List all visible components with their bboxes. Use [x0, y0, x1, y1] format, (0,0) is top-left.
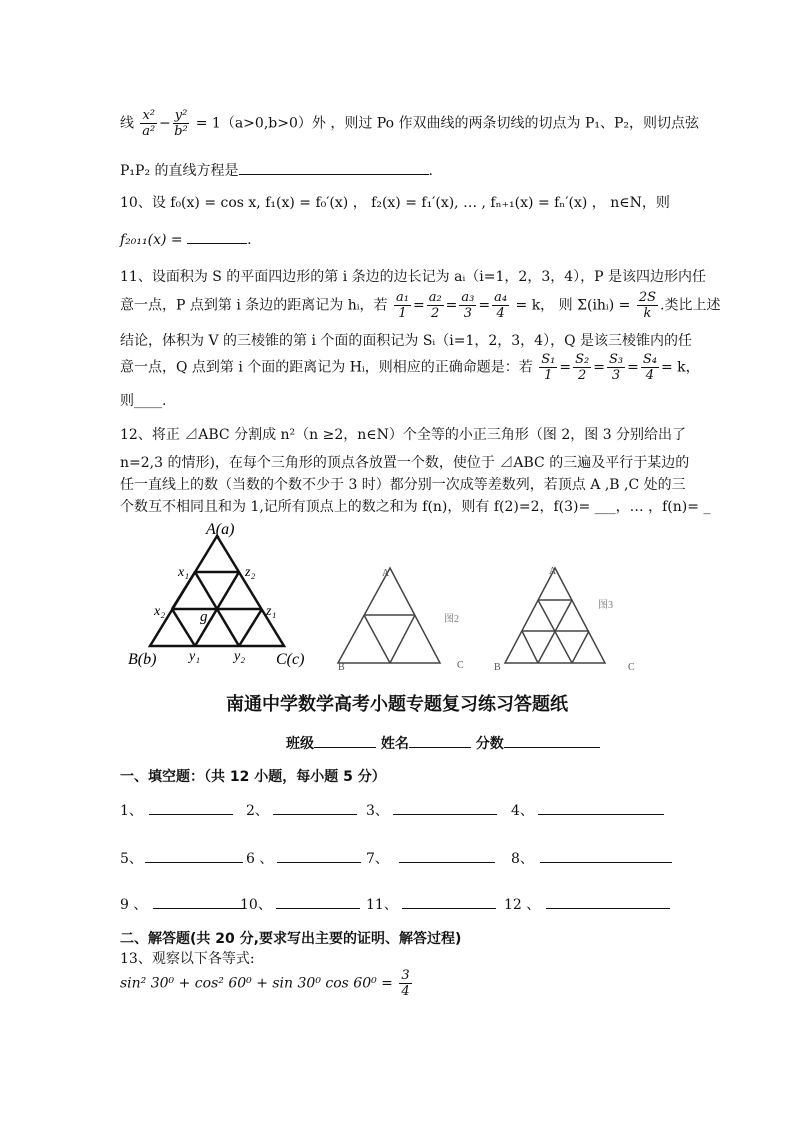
answer-11: 11、: [366, 894, 496, 914]
figure3-caption: 图3: [598, 600, 613, 611]
svg-text:B: B: [338, 662, 345, 673]
q9-eq-tail: = 1（a>0,b>0）外 ，则过 Po 作双曲线的两条切线的切点为 P₁、P₂，则切点弦: [195, 115, 700, 132]
q10-answer-blank[interactable]: [187, 243, 247, 244]
answer-4: 4、: [511, 800, 664, 820]
q11-line4: 意一点，Q 点到第 i 个面的距离记为 Hᵢ，则相应的正确命题是：若 $\frac{\text{S₁}}{1}$ = $\frac{\text{S₂}}{2}$ = $\frac{\text{S₃}}{3}$ = $\frac{\text{S₄}}{4}$ = k，: [120, 352, 700, 383]
q12-line1: 12、将正 ⊿ABC 分割成 n²（n ≥2，n∈N）个全等的小正三角形（图 2，图 3 分别给出了: [120, 427, 687, 443]
label-x2: x₂: [154, 604, 166, 619]
section2-heading: 二、解答题(共 20 分,要求写出主要的证明、解答过程): [120, 931, 462, 947]
answer-12: 12 、: [504, 894, 670, 914]
label-z2: z₂: [245, 565, 256, 580]
name-field[interactable]: [409, 747, 471, 748]
svg-text:B: B: [494, 662, 501, 673]
q13-intro: 13、观察以下各等式:: [120, 951, 255, 967]
hyperbola-x-term: $\frac{\text{x²}}{\text{a²}}$: [142, 108, 156, 139]
answer-2: 2、: [246, 800, 357, 820]
info-row: 班级 姓名 分数: [286, 733, 600, 753]
answer-7: 7、: [366, 848, 495, 868]
answer-8: 8、: [511, 848, 672, 868]
q9-line2: P₁P₂ 的直线方程是 .: [120, 163, 433, 179]
q9-prefix: 线: [120, 115, 134, 132]
label-z1: z₁: [266, 604, 277, 619]
answer-5: 5、: [120, 848, 243, 868]
answer-3: 3、: [366, 800, 497, 820]
label-y1: y₁: [189, 649, 201, 664]
label-g: g: [200, 609, 208, 625]
svg-text:C: C: [628, 662, 635, 673]
figure1-triangle: [150, 536, 284, 646]
q10-line2: f₂₀₁₁(x) = .: [120, 232, 252, 248]
q11-line5: 则____.: [120, 393, 167, 409]
section1-heading: 一、填空题：（共 12 小题，每小题 5 分）: [120, 769, 386, 785]
q11-line3: 结论，体积为 V 的三棱锥的第 i 个面的面积记为 Sᵢ（i=1，2，3，4），Q 是该三棱锥内的任: [120, 333, 693, 349]
answer-1: 1、: [120, 800, 233, 820]
figure2-caption: 图2: [444, 614, 459, 625]
class-field[interactable]: [314, 747, 376, 748]
answer-sheet-title: 南通中学数学高考小题专题复习练习答题纸: [226, 694, 568, 715]
q13-formula: sin² 30⁰ + cos² 60⁰ + sin 30⁰ cos 60⁰ = $\frac{3}{4}$: [120, 968, 410, 999]
figure2-triangle: [338, 568, 440, 663]
triangle-figures: [0, 518, 794, 678]
answer-6: 6 、: [246, 848, 361, 868]
label-B: B(b): [128, 651, 157, 668]
label-C: C(c): [276, 651, 305, 668]
score-field[interactable]: [504, 747, 600, 748]
q10-line1: 10、设 f₀(x) = cos x, f₁(x) = f₀′(x) ， f₂(x) = f₁′(x), … , fₙ₊₁(x) = fₙ′(x) ， n∈N，则: [120, 195, 670, 211]
svg-text:A: A: [382, 568, 390, 579]
answer-9: 9 、: [120, 894, 245, 914]
q9-answer-blank[interactable]: [239, 174, 429, 175]
q11-line2: 意一点，P 点到第 i 条边的距离记为 hᵢ，若 $\frac{\text{a₁}}{1}$ = $\frac{\text{a₂}}{2}$ = $\frac{\text{a₃}}{3}$ = $\frac{\text{a₄}}{4}$ = k， 则 Σ(ihᵢ) = $\frac{2S}{k}$ .类比上述: [120, 290, 721, 321]
q11-line1: 11、设面积为 S 的平面四边形的第 i 条边的边长记为 aᵢ（i=1，2，3，4），P 是该四边形内任: [120, 269, 707, 285]
q9-line1: 线 $\frac{\text{x²}}{\text{a²}}$ − $\frac{\text{y²}}{\text{b²}}$ = 1（a>0,b>0）外 ，则过 Po 作双曲线的两条切线的切点为 P₁、P₂，则切点弦: [120, 108, 700, 139]
q12-line3: 任一直线上的数（当数的个数不少于 3 时）都分别一次成等差数列，若顶点 A ,B ,C 处的三: [120, 477, 686, 493]
q12-line2: n=2,3 的情形)，在每个三角形的顶点各放置一个数，使位于 ⊿ABC 的三遍及平行于某边的: [120, 455, 690, 471]
svg-text:C: C: [457, 660, 464, 671]
figure3-triangle: [505, 568, 605, 663]
svg-text:A: A: [549, 566, 557, 577]
hyperbola-y-term: $\frac{\text{y²}}{\text{b²}}$: [174, 108, 188, 139]
label-A: A(a): [206, 521, 235, 538]
label-y2: y₂: [234, 649, 246, 664]
answer-10: 10、: [240, 894, 360, 914]
q12-line4: 个数互不相同且和为 1,记所有顶点上的数之和为 f(n)，则有 f(2)=2，f(3)= ___，… ，f(n)= _: [120, 499, 711, 515]
label-x1: x₁: [178, 565, 190, 580]
